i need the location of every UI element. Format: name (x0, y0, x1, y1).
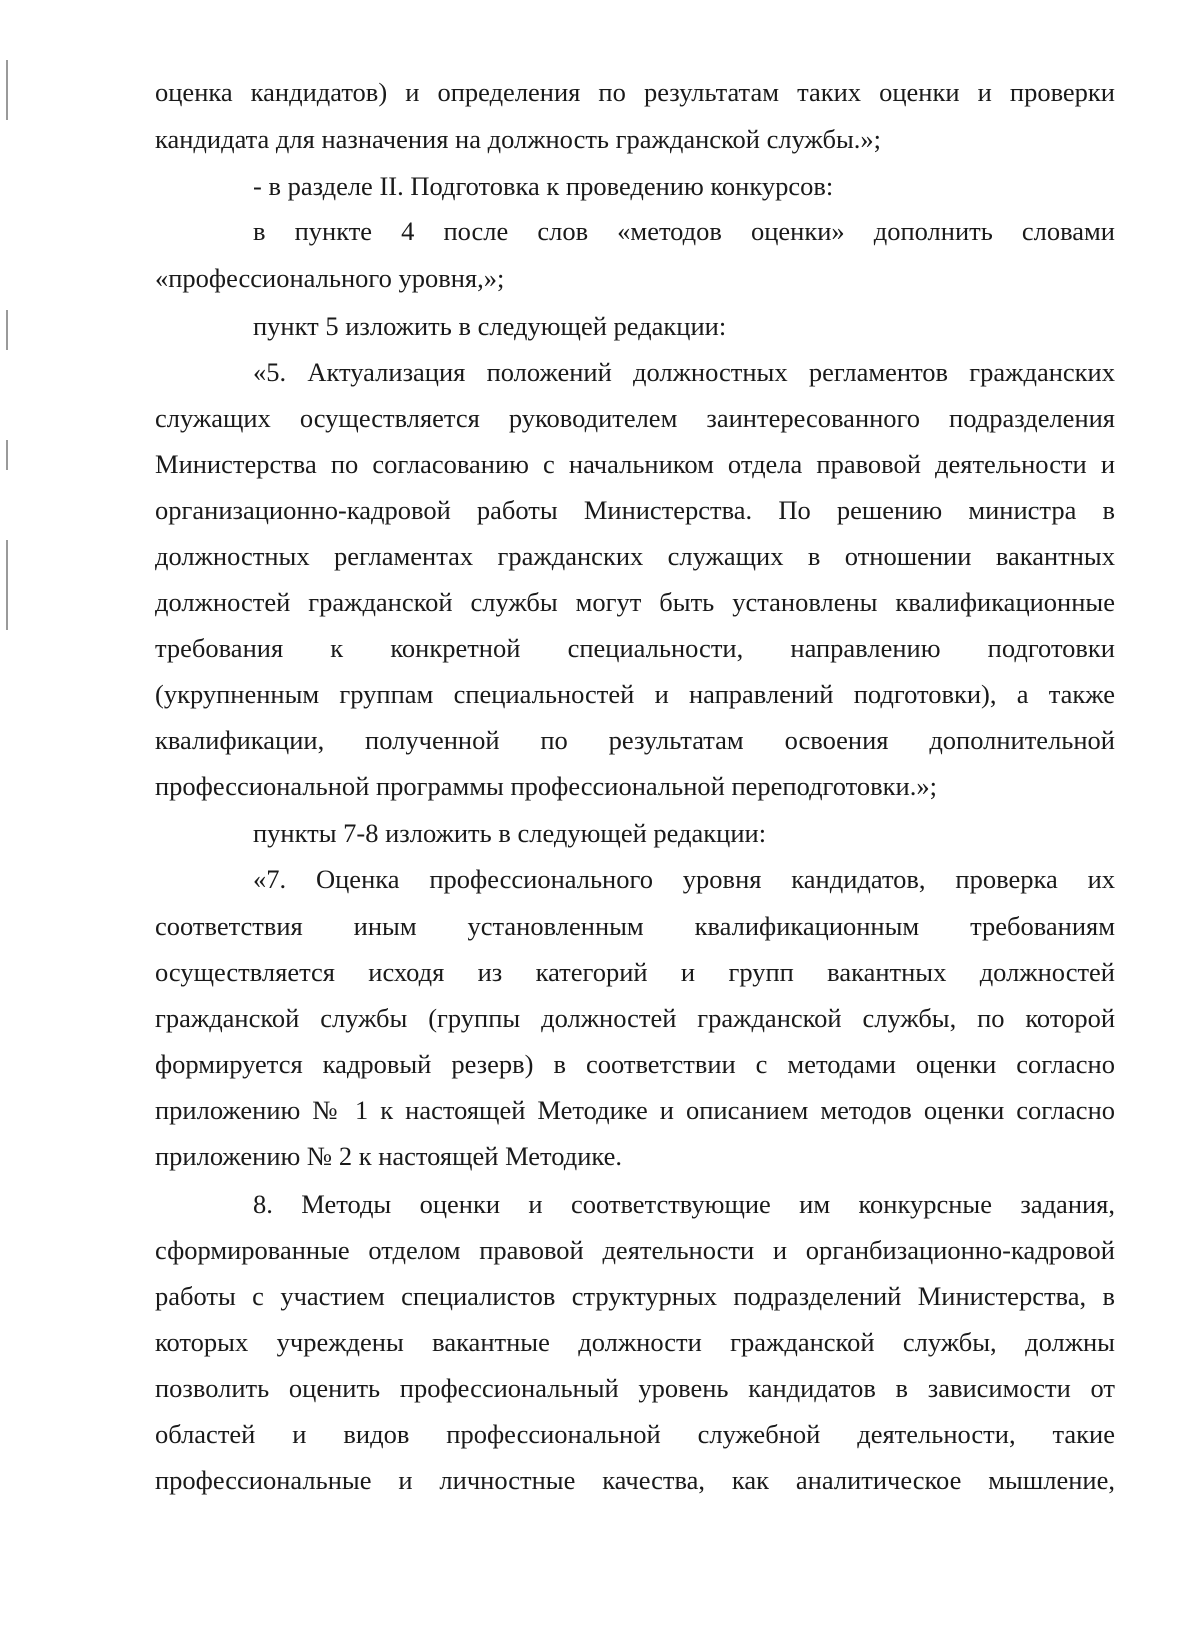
text-line: кандидата для назначения на должность гражданской службы.»; (155, 124, 881, 154)
text-line: приложению № 2 к настоящей Методике. (155, 1141, 623, 1171)
text-line: Министерства по согласованию с начальником отдела правовой деятельности и (155, 449, 1115, 479)
text-line: областей и видов профессиональной служебной деятельности, такие (155, 1419, 1115, 1449)
text-line: пункты 7-8 изложить в следующей редакции: (253, 818, 767, 848)
scan-edge-mark (6, 440, 8, 470)
text-line: квалификации, полученной по результатам освоения дополнительной (155, 725, 1115, 755)
text-line: формируется кадровый резерв) в соответствии с методами оценки согласно (155, 1049, 1115, 1079)
text-line: (укрупненным группам специальностей и направлений подготовки), а также (155, 679, 1115, 709)
text-line: должностей гражданской службы могут быть установлены квалификационные (155, 587, 1115, 617)
text-line: осуществляется исходя из категорий и групп вакантных должностей (155, 957, 1115, 987)
text-line: организационно-кадровой работы Министерства. По решению министра в (155, 495, 1115, 525)
scan-edge-mark (6, 60, 8, 120)
scan-edge-mark (6, 540, 8, 630)
text-line: гражданской службы (группы должностей гражданской службы, по которой (155, 1003, 1115, 1033)
text-line: позволить оценить профессиональный уровень кандидатов в зависимости от (155, 1373, 1115, 1403)
text-line: - в разделе II. Подготовка к проведению конкурсов: (253, 171, 834, 201)
text-line: 8. Методы оценки и соответствующие им конкурсные задания, (253, 1189, 1115, 1219)
text-line: соответствия иным установленным квалификационным требованиям (155, 911, 1115, 941)
text-line: «5. Актуализация положений должностных регламентов гражданских (253, 357, 1115, 387)
scan-edge-mark (6, 310, 8, 350)
text-line: служащих осуществляется руководителем заинтересованного подразделения (155, 403, 1115, 433)
text-line: профессиональной программы профессиональной переподготовки.»; (155, 771, 937, 801)
text-line: в пункте 4 после слов «методов оценки» дополнить словами (253, 216, 1115, 246)
text-line: пункт 5 изложить в следующей редакции: (253, 311, 727, 341)
text-line: требования к конкретной специальности, направлению подготовки (155, 633, 1115, 663)
text-line: приложению № 1 к настоящей Методике и описанием методов оценки согласно (155, 1095, 1115, 1125)
text-line: должностных регламентах гражданских служащих в отношении вакантных (155, 541, 1115, 571)
text-line: работы с участием специалистов структурных подразделений Министерства, в (155, 1281, 1115, 1311)
text-line: «7. Оценка профессионального уровня кандидатов, проверка их (253, 864, 1115, 894)
text-line: которых учреждены вакантные должности гражданской службы, должны (155, 1327, 1115, 1357)
text-line: «профессионального уровня,»; (155, 263, 505, 293)
text-line: профессиональные и личностные качества, как аналитическое мышление, (155, 1465, 1115, 1495)
text-line: оценка кандидатов) и определения по результатам таких оценки и проверки (155, 77, 1115, 107)
text-line: сформированные отделом правовой деятельности и органбизационно-кадровой (155, 1235, 1115, 1265)
